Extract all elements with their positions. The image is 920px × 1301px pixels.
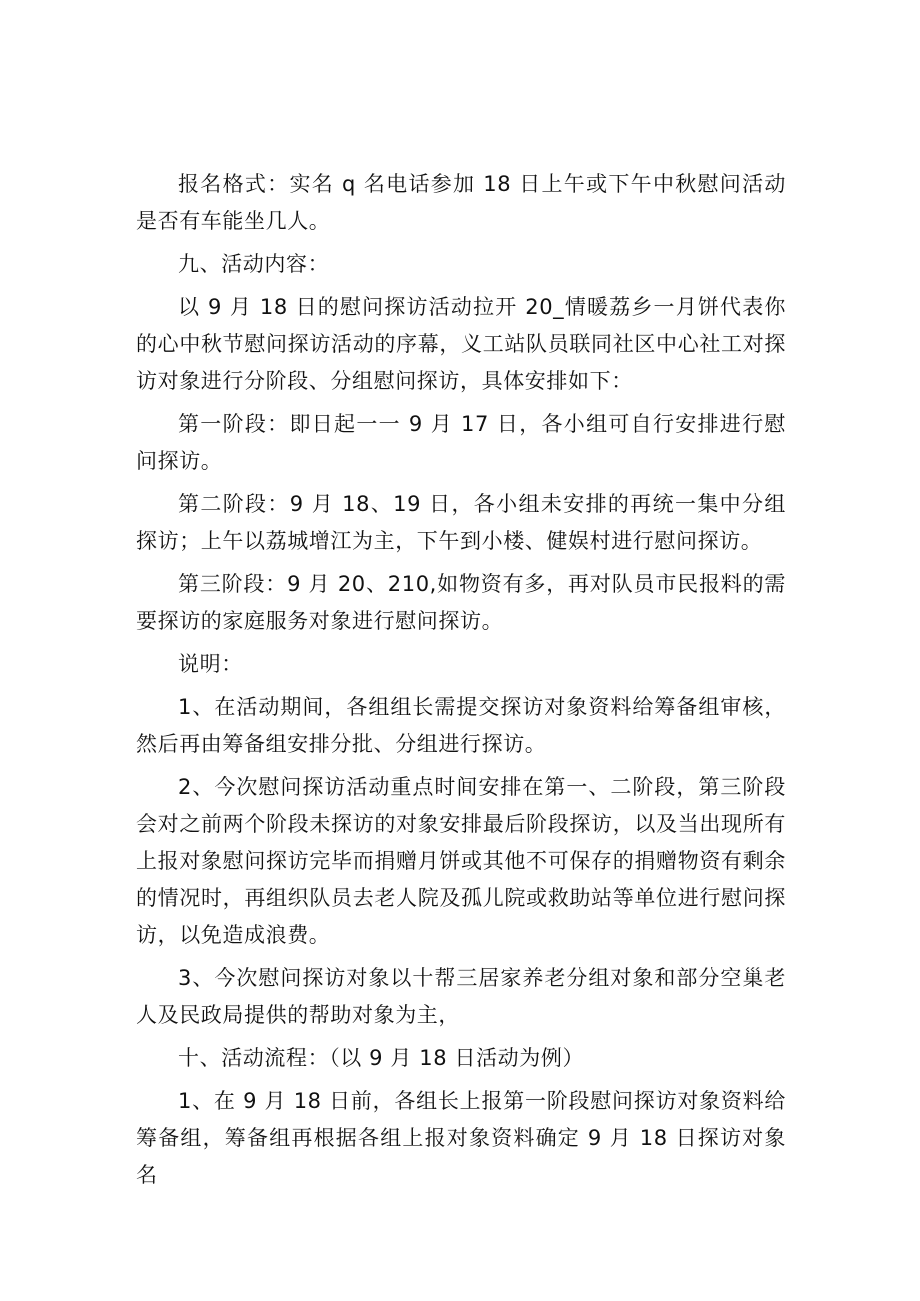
paragraph-registration-format: 报名格式：实名 q 名电话参加 18 日上午或下午中秋慰问活动是否有车能坐几人。 <box>136 172 786 233</box>
paragraph-activity-intro: 以 9 月 18 日的慰问探访活动拉开 20_情暖荔乡一月饼代表你的心中秋节慰问探访活动的序幕，义工站队员联同社区中心社工对探访对象进行分阶段、分组慰问探访，具体安排如下： <box>136 295 786 393</box>
document-body <box>136 166 786 1200</box>
paragraph-note-one: 1、在活动期间，各组组长需提交探访对象资料给筹备组审核，然后再由筹备组安排分批、分组进行探访。 <box>136 695 786 756</box>
paragraph-note-three: 3、今次慰问探访对象以十帮三居家养老分组对象和部分空巢老人及民政局提供的帮助对象为主， <box>136 966 786 1027</box>
heading-notes: 说明： <box>178 652 243 676</box>
paragraph-note-two: 2、今次慰问探访活动重点时间安排在第一、二阶段，第三阶段会对之前两个阶段未探访的对象安排最后阶段探访，以及当出现所有上报对象慰问探访完毕而捐赠月饼或其他不可保存的捐赠物资有剩余的情况时，再组织队员去老人院及孤儿院或救助站等单位进行慰问探访，以免造成浪费。 <box>136 775 786 947</box>
paragraph-stage-three: 第三阶段：9 月 20、210,如物资有多，再对队员市民报料的需要探访的家庭服务对象进行慰问探访。 <box>136 572 786 633</box>
heading-activity-content: 九、活动内容： <box>178 252 330 276</box>
heading-activity-process: 十、活动流程：（以 9 月 18 日活动为例） <box>178 1046 585 1070</box>
paragraph-stage-two: 第二阶段：9 月 18、19 日，各小组未安排的再统一集中分组探访；上午以荔城增江为主，下午到小楼、健娱村进行慰问探访。 <box>136 492 786 553</box>
paragraph-stage-one: 第一阶段：即日起一一 9 月 17 日，各小组可自行安排进行慰问探访。 <box>136 412 786 473</box>
paragraph-process-step-one: 1、在 9 月 18 日前，各组长上报第一阶段慰问探访对象资料给筹备组，筹备组再根据各组上报对象资料确定 9 月 18 日探访对象名 <box>136 1089 786 1187</box>
